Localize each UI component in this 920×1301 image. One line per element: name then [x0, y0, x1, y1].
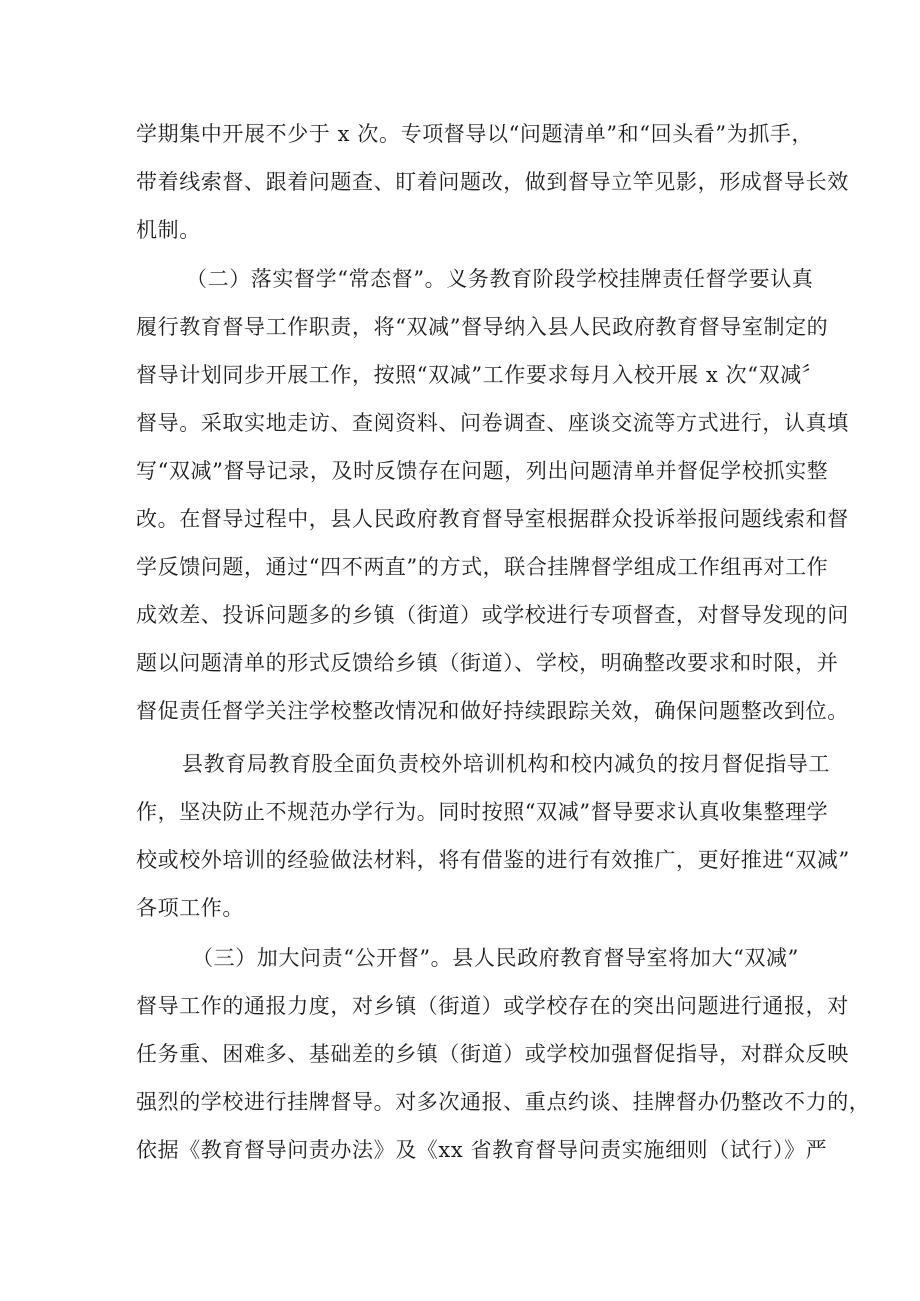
text-line: 题以问题清单的形式反馈给乡镇（街道）、学校，明确整改要求和时限，并 — [136, 651, 839, 675]
text-line: 成效差、投诉问题多的乡镇（街道）或学校进行专项督查，对督导发现的问 — [136, 603, 849, 627]
text-line: 履行教育督导工作职责，将“双减”督导纳入县人民政府教育督导室制定的 — [136, 315, 829, 339]
text-line: 带着线索督、跟着问题查、盯着问题改，做到督导立竿见影，形成督导长效 — [136, 170, 849, 194]
text-line: 校或校外培训的经验做法材料，将有借鉴的进行有效推广，更好推进“双减” — [136, 848, 850, 872]
text-line: 督导。采取实地走访、查阅资料、问卷调查、座谈交流等方式进行，认真填 — [136, 411, 849, 435]
text-line: 县教育局教育股全面负责校外培训机构和校内减负的按月督促指导工 — [182, 752, 830, 776]
text-line: 任务重、困难多、基础差的乡镇（街道）或学校加强督促指导，对群众反映 — [136, 1042, 849, 1066]
text-line: 强烈的学校进行挂牌督导。对多次通报、重点约谈、挂牌督办仍整改不力的， — [136, 1090, 871, 1114]
text-line: 改。在督导过程中，县人民政府教育督导室根据群众投诉举报问题线索和督 — [136, 507, 849, 531]
text-line: 督导计划同步开展工作，按照“双减”工作要求每月入校开展 x 次“双减〞 — [136, 363, 824, 387]
text-line: 写“双减”督导记录，及时反馈存在问题，列出问题清单并督促学校抓实整 — [136, 459, 829, 483]
text-line: 各项工作。 — [136, 896, 244, 920]
text-line: 学反馈问题，通过“四不两直”的方式，联合挂牌督学组成工作组再对工作 — [136, 555, 829, 579]
text-line: 督导工作的通报力度，对乡镇（街道）或学校存在的突出问题进行通报，对 — [136, 994, 849, 1018]
section-heading-line: （三）加大问责“公开督”。县人民政府教育督导室将加大“双减” — [192, 946, 799, 970]
text-line: 作，坚决防止不规范办学行为。同时按照“双减”督导要求认真收集整理学 — [136, 800, 829, 824]
section-heading-line: （二）落实督学“常态督”。义务教育阶段学校挂牌责任督学要认真 — [186, 267, 814, 291]
text-line: 机制。 — [136, 218, 201, 242]
text-line: 依据《教育督导问责办法》及《xx 省教育督导问责实施细则（试行）》严 — [136, 1138, 828, 1162]
text-line: 督促责任督学关注学校整改情况和做好持续跟踪关效，确保问题整改到位。 — [136, 699, 849, 723]
text-line: 学期集中开展不少于 x 次。专项督导以“问题清单”和“回头看”为抓手， — [136, 122, 814, 146]
